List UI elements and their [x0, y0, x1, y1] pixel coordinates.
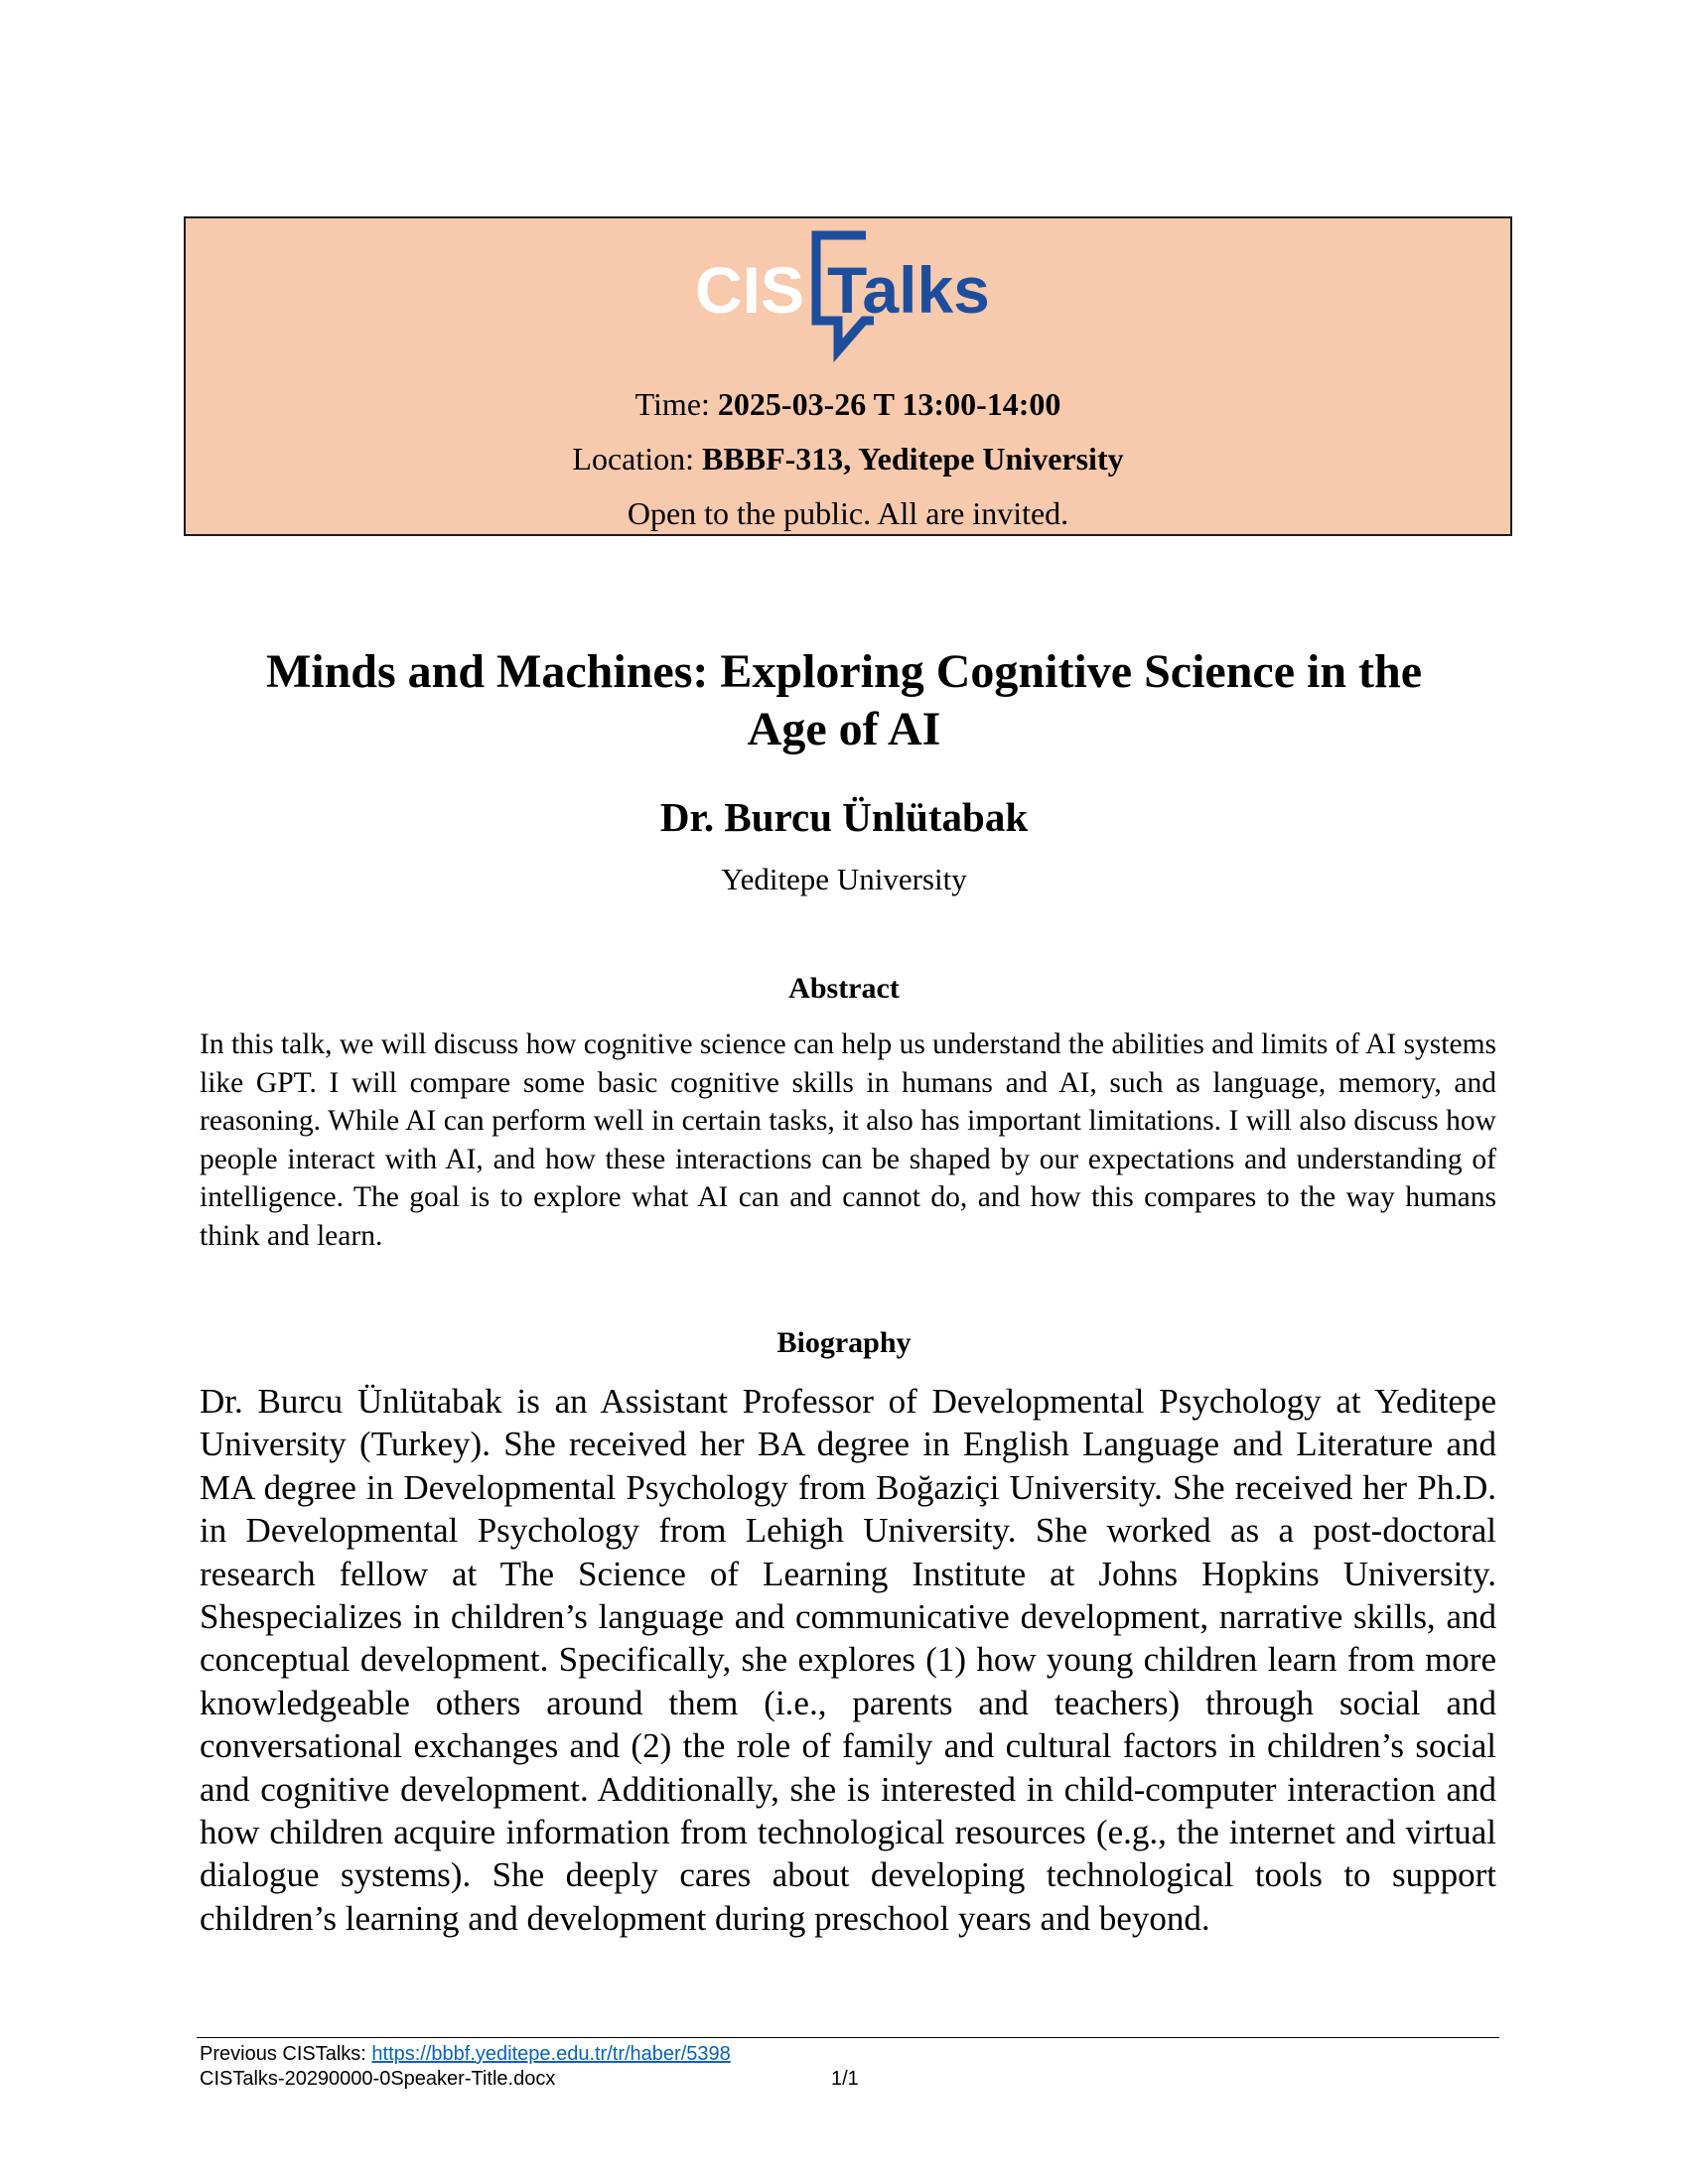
- biography-heading: Biography: [776, 1326, 912, 1359]
- location-label: Location:: [572, 441, 703, 477]
- abstract-text: In this talk, we will discuss how cognitive science can help us understand the abilities and limits of AI systems like GPT. I will compare some basic cognitive skills in humans and AI, such as language, memory, and reasoning. While AI can perform well in certain tasks, it also has important limitations. I will also discuss how people interact with AI, and how these interactions can be shaped by our expectations and understanding of intelligence. The goal is to explore what AI can and cannot do, and how this compares to the way humans think and learn.: [200, 1028, 1496, 1252]
- page-number: 1/1: [831, 2068, 859, 2090]
- talk-title-line-1: Minds and Machines: Exploring Cognitive Science in the: [265, 645, 1423, 698]
- logo-text-cis: CIS: [695, 253, 805, 327]
- event-location: [184, 439, 1512, 478]
- time-label: Time:: [634, 386, 718, 422]
- event-time: [184, 384, 1512, 424]
- location-value: BBBF-313, Yeditepe University: [702, 441, 1124, 477]
- biography-text: Dr. Burcu Ünlütabak is an Assistant Professor of Developmental Psychology at Yeditepe University (Turkey). She received her BA degree in English Language and Literature and MA degree in Developmental Psychology from Boğaziçi University. She received her Ph.D. in Developmental Psychology from Lehigh University. She worked as a post-doctoral research fellow at The Science of Learning Institute at Johns Hopkins University. Shespecializes in children’s language and communicative development, narrative skills, and conceptual development. Specifically, she explores (1) how young children learn from more knowledgeable others around them (i.e., parents and teachers) through social and conversational exchanges and (2) the role of family and cultural factors in children’s social and cognitive development. Additionally, she is interested in child-computer interaction and how children acquire information from technological resources (e.g., the internet and virtual dialogue systems). She deeply cares about developing technological tools to support children’s learning and development during preschool years and beyond.: [200, 1382, 1496, 1938]
- talk-title-line-2: Age of AI: [747, 703, 941, 755]
- previous-talks-label: Previous CISTalks:: [200, 2043, 372, 2065]
- abstract-heading: Abstract: [788, 972, 900, 1005]
- time-value: 2025-03-26 T 13:00-14:00: [717, 386, 1061, 422]
- footer-divider: [197, 2037, 1499, 2038]
- cistalks-logo: [695, 225, 1003, 364]
- talk-title: [199, 643, 1489, 758]
- footer-filename: CISTalks-20290000-0Speaker-Title.docx: [200, 2068, 556, 2090]
- cistalks-logo-graphic: [695, 225, 1003, 364]
- speaker-affiliation: Yeditepe University: [721, 862, 967, 896]
- logo-text-talks: Talks: [827, 253, 990, 327]
- previous-talks-link[interactable]: https://bbbf.yeditepe.edu.tr/tr/haber/5398: [371, 2043, 731, 2065]
- footer-previous-talks: [200, 2042, 1093, 2066]
- public-note: Open to the public. All are invited.: [627, 495, 1069, 531]
- speaker-name: Dr. Burcu Ünlütabak: [659, 794, 1029, 840]
